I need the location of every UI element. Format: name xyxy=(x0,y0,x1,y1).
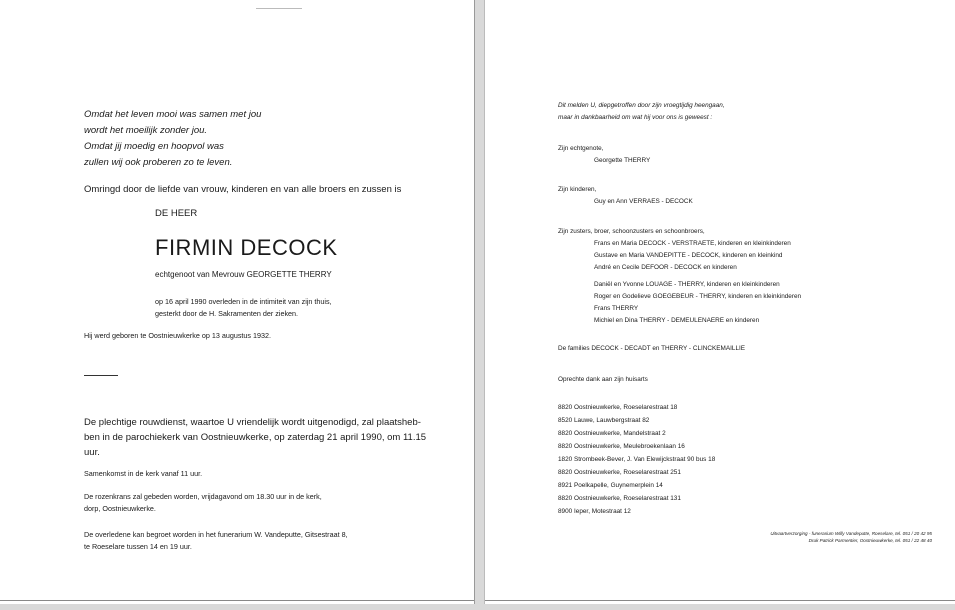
address-line: 8921 Poelkapelle, Guynemerplein 14 xyxy=(558,482,663,489)
sibling-entry: Frans en Maria DECOCK - VERSTRAETE, kinderen en kleinkinderen xyxy=(594,240,791,247)
announcement-line: Dit melden U, diepgetroffen door zijn vroegtijdig heengaan, xyxy=(558,102,725,109)
rosary-line: De rozenkrans zal gebeden worden, vrijdagavond om 18.30 uur in de kerk, xyxy=(84,492,322,501)
announcement-line: maar in dankbaarheid om wat hij voor ons is geweest : xyxy=(558,114,713,121)
sibling-entry: Roger en Godelieve GOEGEBEUR - THERRY, kinderen en kleinkinderen xyxy=(594,293,802,300)
siblings-heading: Zijn zusters, broer, schoonzusters en schoonbroers, xyxy=(558,228,705,235)
sibling-entry: André en Cecile DEFOOR - DECOCK en kinderen xyxy=(594,264,737,271)
right-page xyxy=(484,0,955,604)
sibling-entry: Frans THERRY xyxy=(594,305,639,312)
death-line: op 16 april 1990 overleden in de intimiteit van zijn thuis, xyxy=(155,297,332,306)
address-line: 8820 Oostnieuwkerke, Roeselarestraat 18 xyxy=(558,404,678,411)
intro-text: Omringd door de liefde van vrouw, kinderen en van alle broers en zussen is xyxy=(84,184,402,195)
scan-edge xyxy=(485,600,955,601)
scan-mark xyxy=(256,8,302,9)
viewing-line: te Roeselare tussen 14 en 19 uur. xyxy=(84,542,192,551)
left-page xyxy=(0,0,475,604)
sibling-entry: Gustave en Maria VANDEPITTE - DECOCK, kinderen en kleinkind xyxy=(594,252,783,259)
footer-line: Druk Patrick Parmentier, Oostnieuwkerke, tel. 051 / 22 48 40 xyxy=(808,538,932,543)
sibling-entry: Michiel en Dina THERRY - DEMEULENAERE en kinderen xyxy=(594,317,760,324)
address-line: 8820 Oostnieuwkerke, Meulebroekenlaan 16 xyxy=(558,443,685,450)
address-line: 8820 Oostnieuwkerke, Roeselarestraat 251 xyxy=(558,469,681,476)
spouse-name: Georgette THERRY xyxy=(594,157,651,164)
spouse-heading: Zijn echtgenote, xyxy=(558,145,604,152)
address-line: 8820 Oostnieuwkerke, Roeselarestraat 131 xyxy=(558,495,681,502)
address-line: 8820 Oostnieuwkerke, Mandelstraat 2 xyxy=(558,430,666,437)
address-line: 1820 Strombeek-Bever, J. Van Elewijckstraat 90 bus 18 xyxy=(558,456,716,463)
poem-line: Omdat jij moedig en hoopvol was xyxy=(84,141,224,152)
spouse-text: echtgenoot van Mevrouw GEORGETTE THERRY xyxy=(155,270,332,279)
service-line: ben in de parochiekerk van Oostnieuwkerke, op zaterdag 21 april 1990, om 11.15 xyxy=(84,432,427,443)
gathering-text: Samenkomst in de kerk vanaf 11 uur. xyxy=(84,469,203,478)
children-heading: Zijn kinderen, xyxy=(558,186,597,193)
viewing-line: De overledene kan begroet worden in het funerarium W. Vandeputte, Gitsestraat 8, xyxy=(84,530,348,539)
rosary-line: dorp, Oostnieuwkerke. xyxy=(84,504,156,513)
service-line: De plechtige rouwdienst, waartoe U vriendelijk wordt uitgenodigd, zal plaatsheb- xyxy=(84,417,421,428)
footer-line: Uitvaartverzorging - funerarium Willy Vandeputte, Roeselare, tel. 051 / 20 42 95 xyxy=(770,531,932,536)
thanks-text: Oprechte dank aan zijn huisarts xyxy=(558,376,648,383)
poem-line: wordt het moeilijk zonder jou. xyxy=(84,125,208,136)
address-line: 8520 Lauwe, Lauwbergstraat 82 xyxy=(558,417,650,424)
families-text: De families DECOCK - DECADT en THERRY - CLINCKEMAILLIE xyxy=(558,345,746,352)
scan-edge xyxy=(0,600,474,601)
title-text: DE HEER xyxy=(155,208,198,219)
deceased-name: FIRMIN DECOCK xyxy=(155,235,338,260)
sibling-entry: Daniël en Yvonne LOUAGE - THERRY, kinderen en kleinkinderen xyxy=(594,281,780,288)
death-line: gesterkt door de H. Sakramenten der zieken. xyxy=(155,309,299,318)
children-name: Guy en Ann VERRAES - DECOCK xyxy=(594,198,693,205)
poem-line: zullen wij ook proberen zo te leven. xyxy=(84,157,233,168)
birth-text: Hij werd geboren te Oostnieuwkerke op 13 augustus 1932. xyxy=(84,331,271,340)
poem-line: Omdat het leven mooi was samen met jou xyxy=(84,109,262,120)
divider xyxy=(84,375,118,376)
service-line: uur. xyxy=(84,447,100,458)
address-line: 8900 Ieper, Motestraat 12 xyxy=(558,508,631,515)
